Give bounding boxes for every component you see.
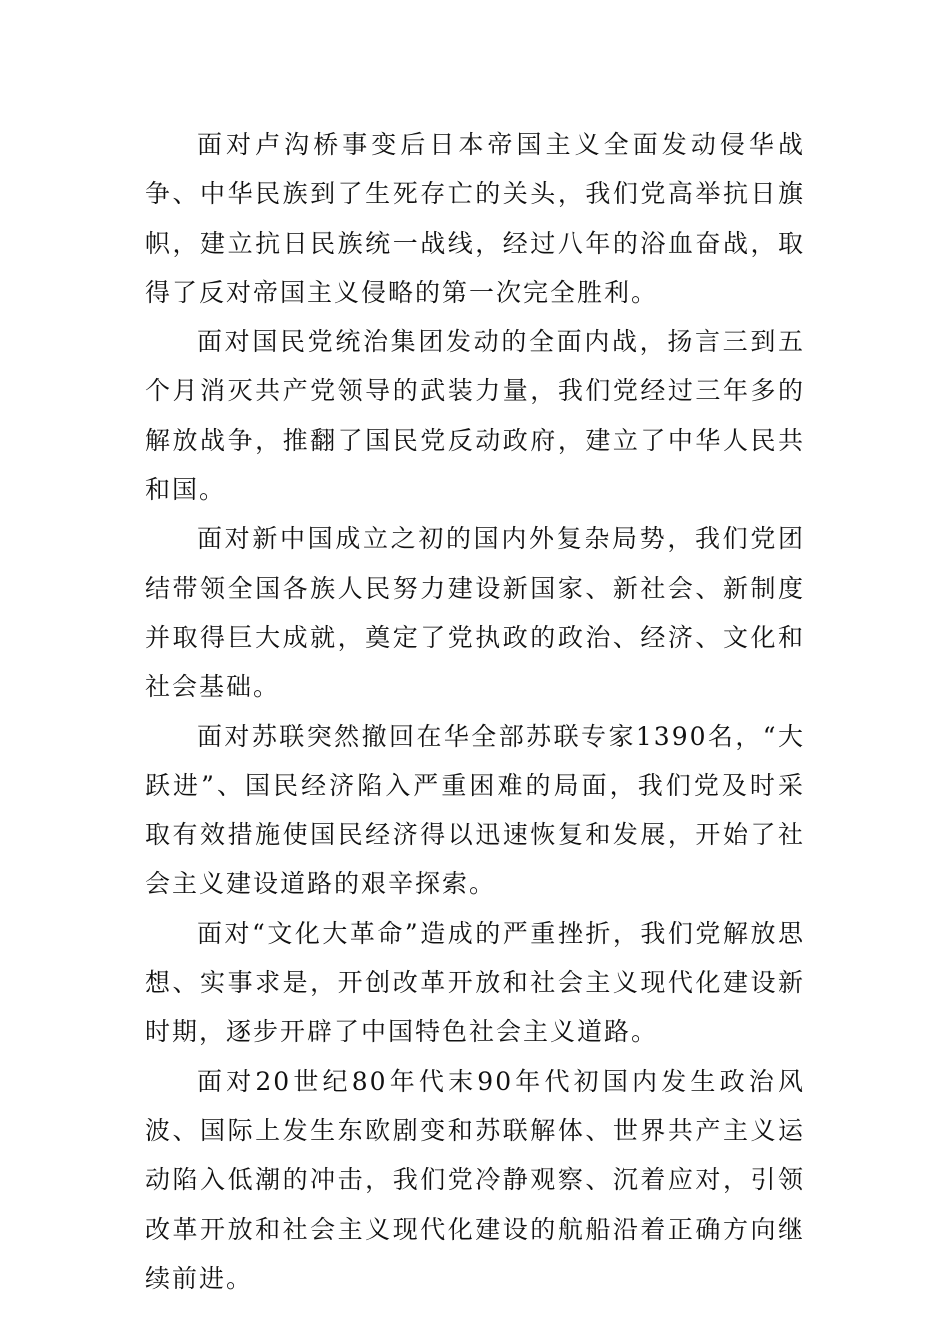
paragraph-soviet-experts: 面对苏联突然撤回在华全部苏联专家1390名，“大跃进”、国民经济陷入严重困难的局面，我们党及时采取有效措施使国民经济得以迅速恢复和发展，开始了社会主义建设道路的艰辛探索。: [145, 721, 805, 899]
paragraph-cultural-revolution: 面对“文化大革命”造成的严重挫折，我们党解放思想、实事求是，开创改革开放和社会主义现代化建设新时期，逐步开辟了中国特色社会主义道路。: [145, 918, 805, 1047]
document-body: [145, 120, 805, 1303]
paragraph-new-china: 面对新中国成立之初的国内外复杂局势，我们党团结带领全国各族人民努力建设新国家、新社会、新制度并取得巨大成就，奠定了党执政的政治、经济、文化和社会基础。: [145, 524, 805, 702]
paragraph-late-1980s: 面对20世纪80年代末90年代初国内发生政治风波、国际上发生东欧剧变和苏联解体、世界共产主义运动陷入低潮的冲击，我们党冷静观察、沉着应对，引领改革开放和社会主义现代化建设的航船沿着正确方向继续前进。: [145, 1066, 805, 1293]
paragraph-civil-war: 面对国民党统治集团发动的全面内战，扬言三到五个月消灭共产党领导的武装力量，我们党经过三年多的解放战争，推翻了国民党反动政府，建立了中华人民共和国。: [145, 327, 805, 505]
paragraph-lugouqiao: 面对卢沟桥事变后日本帝国主义全面发动侵华战争、中华民族到了生死存亡的关头，我们党高举抗日旗帜，建立抗日民族统一战线，经过八年的浴血奋战，取得了反对帝国主义侵略的第一次完全胜利。: [145, 130, 805, 307]
